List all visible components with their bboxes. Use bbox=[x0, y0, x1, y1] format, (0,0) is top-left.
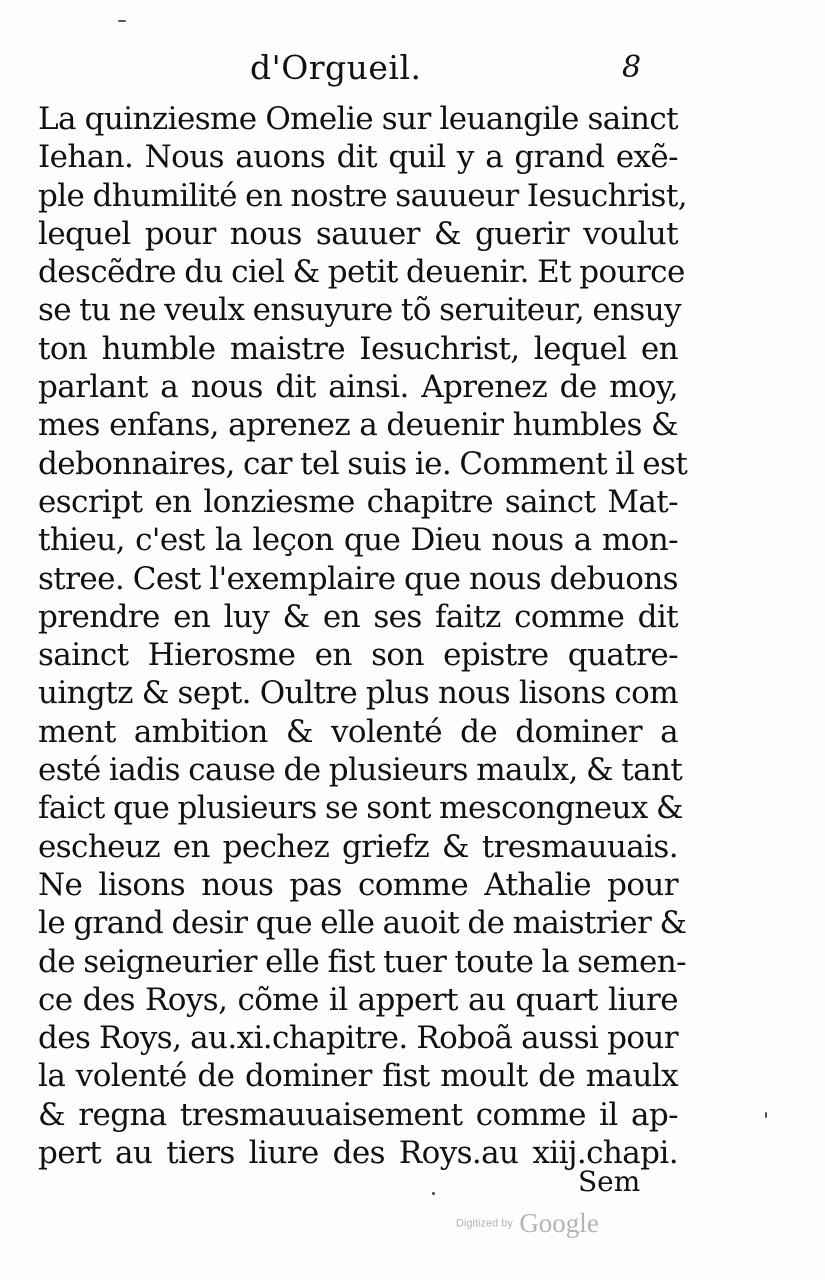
running-head: d'Orgueil. bbox=[250, 48, 422, 87]
text-line: mes enfans, aprenez a deuenir humbles & bbox=[38, 407, 678, 444]
text-line: Ne lisons nous pas comme Athalie pour bbox=[38, 866, 678, 903]
text-line: lequel pour nous sauuer & guerir voulut bbox=[38, 215, 678, 252]
text-line: de seigneurier elle fist tuer toute la semen- bbox=[38, 943, 686, 980]
text-line: debonnaires, car tel suis ie. Comment il est bbox=[38, 445, 688, 482]
text-line: escheuz en pechez griefz & tresmauuais. bbox=[38, 828, 678, 865]
body-text bbox=[38, 100, 688, 1172]
ink-speck bbox=[432, 1192, 435, 1195]
text-line: descẽdre du ciel & petit deuenir. Et pource bbox=[38, 254, 685, 291]
text-line: la volenté de dominer fist moult de maulx bbox=[38, 1058, 678, 1095]
text-line: thieu, c'est la leçon que Dieu nous a mon- bbox=[38, 522, 678, 559]
digitized-watermark bbox=[456, 1208, 599, 1239]
text-line: des Roys, au.xi.chapitre. Roboã aussi pour bbox=[38, 1020, 678, 1057]
text-line: prendre en luy & en ses faitz comme dit bbox=[38, 598, 678, 635]
ink-speck bbox=[118, 20, 126, 22]
text-line: ton humble maistre Iesuchrist, lequel en bbox=[38, 330, 678, 367]
text-line: faict que plusieurs se sont mescongneux & bbox=[38, 790, 684, 827]
text-line: ple dhumilité en nostre sauueur Iesuchrist, bbox=[38, 177, 687, 214]
text-line: Iehan. Nous auons dit quil y a grand exẽ- bbox=[38, 139, 678, 176]
text-line: La quinziesme Omelie sur leuangile sainct bbox=[38, 101, 678, 137]
watermark-prefix: Digitized by bbox=[456, 1217, 513, 1230]
text-line: pert au tiers liure des Roys.au xiij.chapi. bbox=[38, 1135, 678, 1172]
text-line: ment ambition & volenté de dominer a bbox=[38, 713, 678, 750]
text-line: escript en lonziesme chapitre sainct Mat- bbox=[38, 483, 678, 520]
google-logo: Google bbox=[519, 1208, 599, 1238]
folio-number: 8 bbox=[622, 50, 642, 85]
text-line: se tu ne veulx ensuyure tõ seruiteur, ensuy bbox=[38, 292, 682, 329]
catchword: Sem bbox=[578, 1165, 641, 1198]
text-line: ce des Roys, cõme il appert au quart liure bbox=[38, 981, 678, 1018]
text-line: uingtz & sept. Oultre plus nous lisons com bbox=[38, 675, 678, 712]
text-line: esté iadis cause de plusieurs maulx, & tant bbox=[38, 752, 683, 789]
text-line: le grand desir que elle auoit de maistrier & bbox=[38, 905, 687, 942]
text-line: sainct Hierosme en son epistre quatre- bbox=[38, 637, 678, 674]
text-line: & regna tresmauuaisement comme il ap- bbox=[38, 1096, 678, 1133]
text-line: parlant a nous dit ainsi. Aprenez de moy, bbox=[38, 369, 678, 406]
text-line: stree. Cest l'exemplaire que nous debuons bbox=[38, 560, 678, 597]
ink-speck bbox=[765, 1112, 767, 1118]
